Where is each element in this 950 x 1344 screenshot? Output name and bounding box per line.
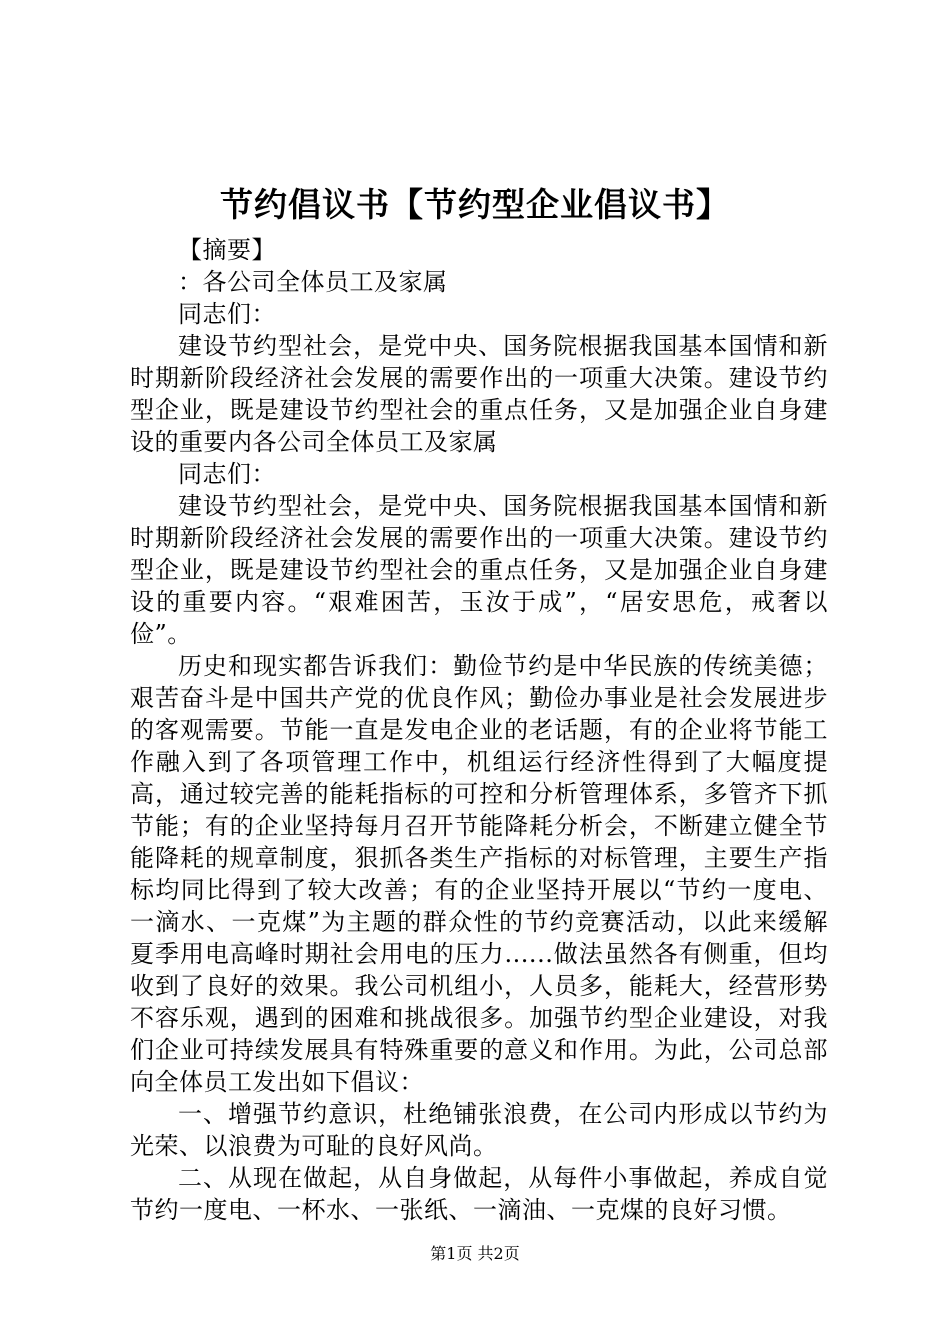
page-number-footer: 第1页 共2页 (430, 1244, 520, 1263)
summary-heading: 【摘要】 (178, 236, 276, 264)
paragraph: 建设节约型社会，是党中央、国务院根据我国基本国情和新时期新阶段经济社会发展的需要作出的一项重大决策。建设节约型企业，既是建设节约型社会的重点任务，又是加强企业自身建设的重要内各公司全体员工及家属 (130, 332, 828, 456)
addressee-line: ：各公司全体员工及家属 (178, 268, 448, 296)
proposal-item: 二、从现在做起，从自身做起，从每件小事做起，养成自觉节约一度电、一杯水、一张纸、一滴油、一克煤的良好习惯。 (130, 1164, 828, 1224)
paragraph: 历史和现实都告诉我们：勤俭节约是中华民族的传统美德；艰苦奋斗是中国共产党的优良作风；勤俭办事业是社会发展进步的客观需要。节能一直是发电企业的老话题，有的企业将节能工作融入到了各项管理工作中，机组运行经济性得到了大幅度提高，通过较完善的能耗指标的可控和分析管理体系，多管齐下抓节能；有的企业坚持每月召开节能降耗分析会，不断建立健全节能降耗的规章制度，狠抓各类生产指标的对标管理，主要生产指标均同比得到了较大改善；有的企业坚持开展以“节约一度电、一滴水、一克煤”为主题的群众性的节约竞赛活动，以此来缓解夏季用电高峰时期社会用电的压力......做法虽然各有侧重，但均收到了良好的效果。我公司机组小，人员多，能耗大，经营形势不容乐观，遇到的困难和挑战很多。加强节约型企业建设，对我们企业可持续发展具有特殊重要的意义和作用。为此，公司总部向全体员工发出如下倡议： (130, 652, 828, 1096)
document-title: 节约倡议书【节约型企业倡议书】 (220, 185, 730, 224)
document-body (130, 234, 828, 1226)
salutation: 同志们： (178, 460, 276, 488)
salutation: 同志们： (178, 300, 276, 328)
proposal-item: 一、增强节约意识，杜绝铺张浪费，在公司内形成以节约为光荣、以浪费为可耻的良好风尚。 (130, 1100, 828, 1160)
paragraph: 建设节约型社会，是党中央、国务院根据我国基本国情和新时期新阶段经济社会发展的需要作出的一项重大决策。建设节约型企业，既是建设节约型社会的重点任务，又是加强企业自身建设的重要内容。“艰难困苦，玉汝于成”，“居安思危，戒奢以俭”。 (130, 492, 828, 648)
